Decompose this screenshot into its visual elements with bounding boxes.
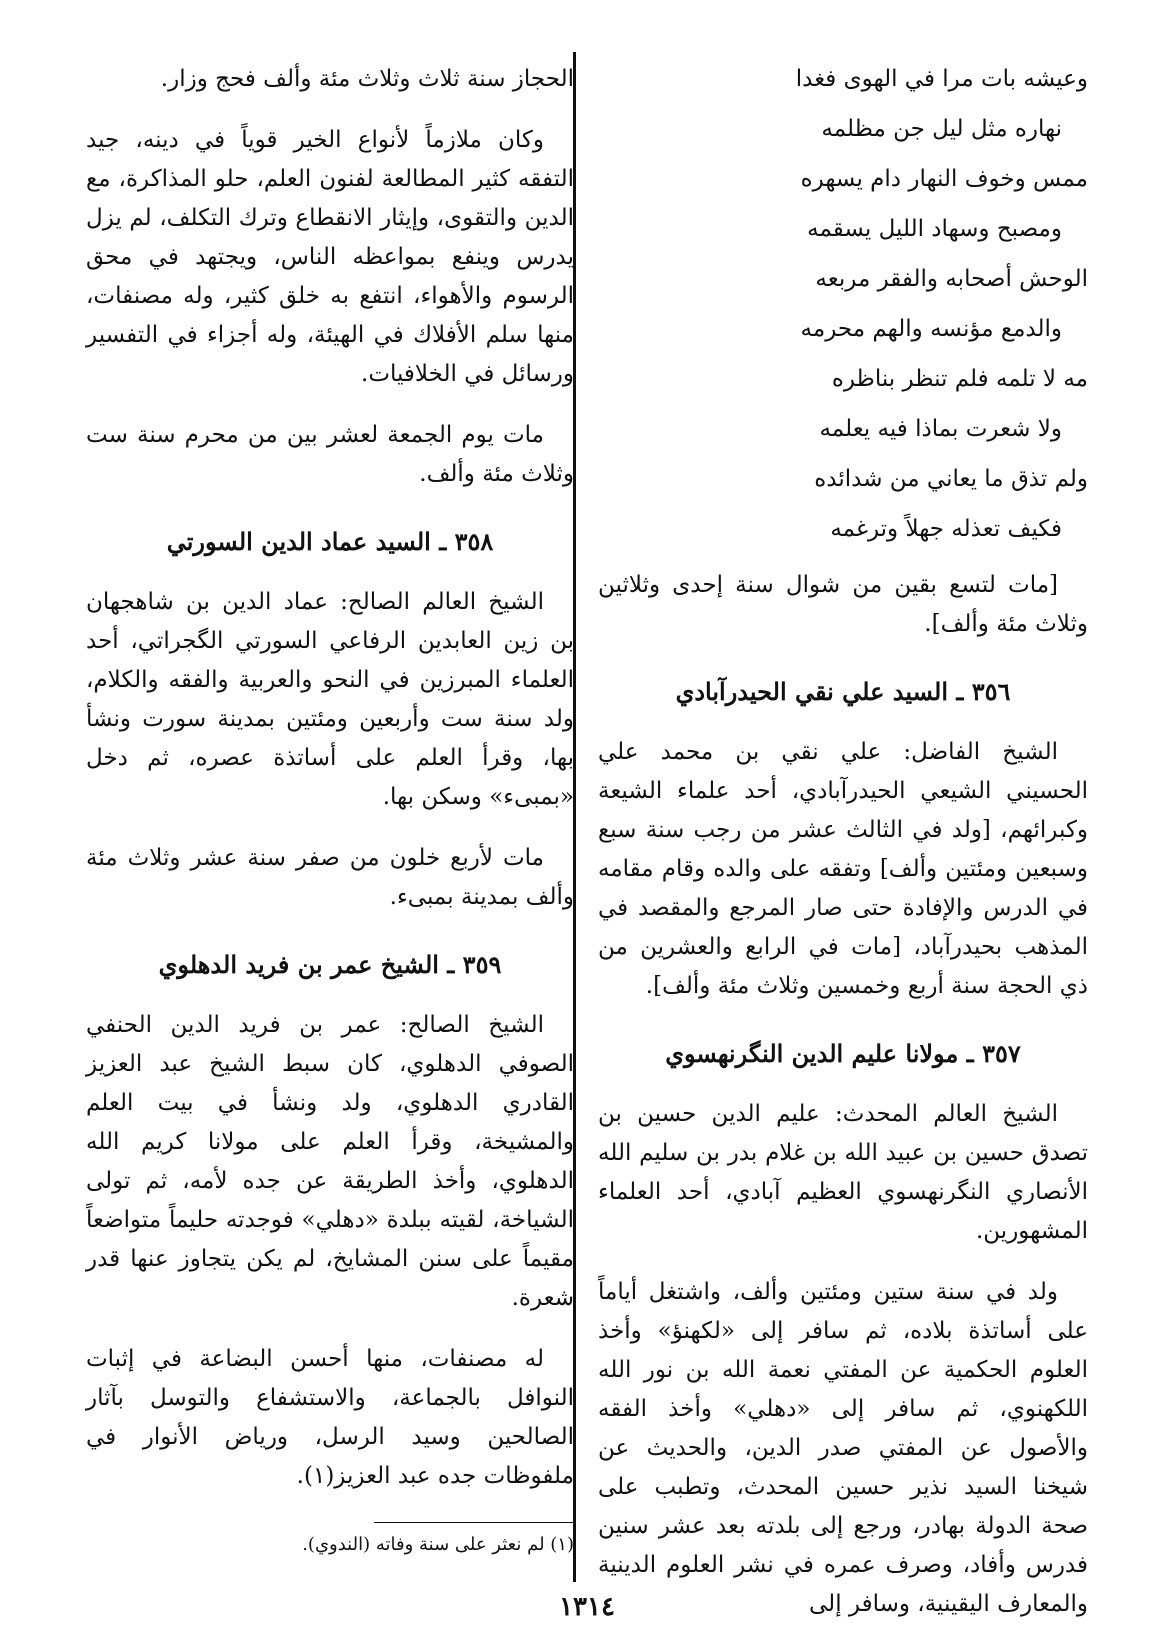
body-paragraph: وكان ملازماً لأنواع الخير قوياً في دينه، جيد التفقه كثير المطالعة لفنون العلم، حلو المذاكرة، مع الدين والتقوى، وإيثار الانقطاع وترك التكلف، لم يزل يدرس وينفع بمواعظه الناس، ويجتهد في محق الرسوم والأهواء، انتفع به خلق كثير، وله مصنفات، منها سلم الأفلاك في الهيئة، وله أجزاء في التفسير ورسائل في الخلافيات.	[86, 127, 574, 387]
entry-paragraph: الشيخ الصالح: عمر بن فريد الدين الحنفي الصوفي الدهلوي، كان سبط الشيخ عبد العزيز القادري الدهلوي، ولد ونشأ في بيت العلم والمشيخة، وقرأ العلم على مولانا كريم الله الدهلوي، وأخذ الطريقة عن جده لأمه، ثم تولى الشياخة، لقيته ببلدة «دهلي» فوجدته حليماً متواضعاً مقيماً على سنن المشايخ، لم يكن يتجاوز عنها قدر شعرة.	[86, 1012, 574, 1311]
right-column	[598, 60, 1088, 1646]
continued-text: الحجاز سنة ثلاث وثلاث مئة وألف فحج وزار.	[160, 66, 574, 92]
entry-paragraph: ولد في سنة ستين ومئتين وألف، واشتغل أياماً على أساتذة بلاده، ثم سافر إلى «لكهنؤ» وأخذ العلوم الحكمية عن المفتي نعمة الله بن نور الله اللكهنوي، ثم سافر إلى «دهلي» وأخذ الفقه والأصول عن المفتي صدر الدين، والحديث عن شيخنا السيد نذير حسين المحدث، وتطبب على صحة الدولة بهادر، ورجع إلى بلدته بعد عشر سنين فدرس وأفاد، وصرف عمره في نشر العلوم الدينية والمعارف اليقينية، وسافر إلى	[598, 1279, 1088, 1617]
poem-verse: وعيشه بات مرا في الهوى فغدا	[795, 66, 1088, 92]
page-number: ١٣١٤	[559, 1592, 615, 1622]
poem-verse: نهاره مثل ليل جن مظلمه	[821, 116, 1062, 142]
footnote-rule	[374, 1522, 574, 1523]
entry-paragraph: مات لأربع خلون من صفر سنة عشر وثلاث مئة وألف بمدينة بمبىء.	[86, 845, 574, 910]
entry-heading: ٣٥٦ ـ السيد علي نقي الحيدرآبادي	[675, 677, 1011, 706]
entry-paragraph: له مصنفات، منها أحسن البضاعة في إثبات النوافل بالجماعة، والاستشفاع والتوسل بآثار الصالحين وسيد الرسل، ورياض الأنوار في ملفوظات جده عبد العزيز(١).	[86, 1346, 574, 1489]
poem-verse: ولم تذق ما يعاني من شدائده	[814, 466, 1088, 492]
entry-heading: ٣٥٩ ـ الشيخ عمر بن فريد الدهلوي	[158, 950, 502, 979]
footnote: (١) لم نعثر على سنة وفاته (الندوي).	[302, 1534, 574, 1555]
body-paragraph: مات يوم الجمعة لعشر بين من محرم سنة ست وثلاث مئة وألف.	[86, 422, 574, 487]
poem-verse: ولا شعرت بماذا فيه يعلمه	[819, 416, 1062, 442]
entry-heading: ٣٥٧ ـ مولانا عليم الدين النگرنهسوي	[665, 1039, 1021, 1068]
poem-verse: فكيف تعذله جهلاً وترغمه	[830, 516, 1062, 542]
poem-verse: مه لا تلمه فلم تنظر بناظره	[831, 366, 1088, 392]
death-note: [مات لتسع بقين من شوال سنة إحدى وثلاثين وثلاث مئة وألف].	[598, 572, 1088, 637]
entry-paragraph: الشيخ العالم الصالح: عماد الدين بن شاهجهان بن زين العابدين الرفاعي السورتي الگجراتي، أحد العلماء المبرزين في النحو والعربية والفقه والكلام، ولد سنة ست وأربعين ومئتين بمدينة سورت ونشأ بها، وقرأ العلم على أساتذة عصره، ثم دخل «بمبىء» وسكن بها.	[86, 589, 574, 810]
poem-verse: الوحش أصحابه والفقر مربعه	[815, 266, 1088, 292]
poem-verse: والدمع مؤنسه والهم محرمه	[800, 316, 1062, 342]
entry-paragraph: الشيخ الفاضل: علي نقي بن محمد علي الحسيني الشيعي الحيدرآبادي، أحد علماء الشيعة وكبرائهم، [ولد في الثالث عشر من رجب سنة سبع وسبعين ومئتين وألف] وتفقه على والده وقام مقامه في الدرس والإفادة حتى صار المرجع والمقصد في المذهب بحيدرآباد، [مات في الرابع والعشرين من ذي الحجة سنة أربع وخمسين وثلاث مئة وألف].	[598, 739, 1088, 999]
left-column	[86, 60, 574, 1559]
poem-verse: ومصبح وسهاد الليل يسقمه	[807, 216, 1062, 242]
poem-verse: ممس وخوف النهار دام يسهره	[800, 166, 1088, 192]
entry-heading: ٣٥٨ ـ السيد عماد الدين السورتي	[166, 527, 494, 556]
entry-paragraph: الشيخ العالم المحدث: عليم الدين حسين بن تصدق حسين بن عبيد الله بن غلام بدر بن سليم الله الأنصاري النگرنهسوي العظيم آبادي، أحد العلماء المشهورين.	[598, 1101, 1088, 1244]
